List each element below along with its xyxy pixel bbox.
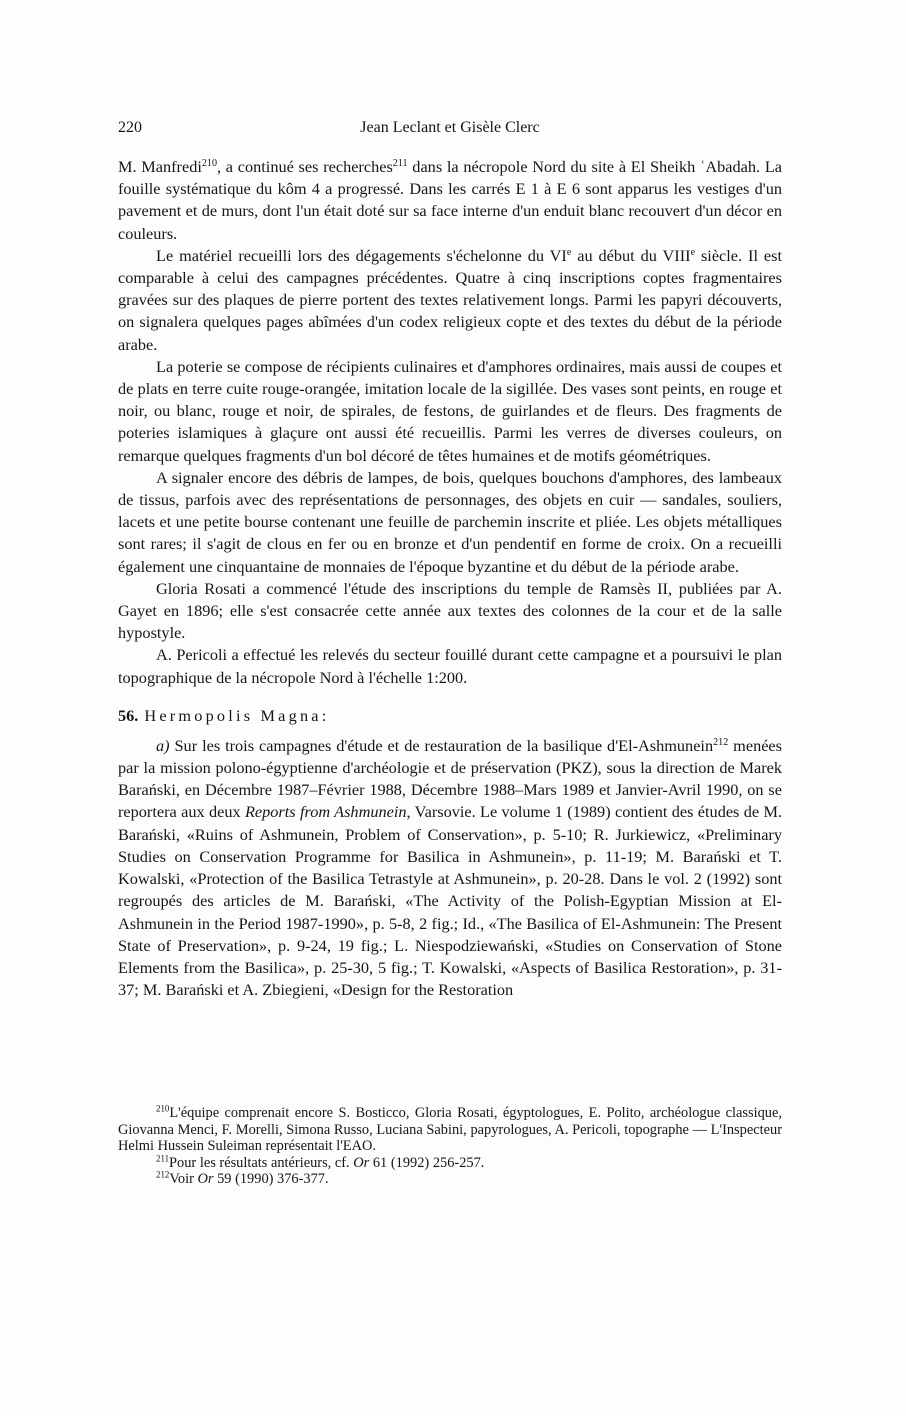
italic-text: Reports from Ashmunein bbox=[244, 802, 407, 822]
note-reference: 210 bbox=[156, 1103, 170, 1114]
note-reference: 211 bbox=[392, 157, 408, 169]
page-number: 220 bbox=[118, 119, 142, 136]
italic-text: Or bbox=[353, 1154, 370, 1171]
note-reference: 210 bbox=[201, 157, 217, 169]
section-heading bbox=[118, 705, 782, 727]
italic-text: Or bbox=[197, 1171, 214, 1187]
italic-text: a) bbox=[156, 735, 170, 755]
footnote-210: $^{210}$L'équipe comprenait encore S. Bosticco, Gloria Rosati, égyptologues, E. Polito, archéologue classique, Giovanna Menci, F. Morelli, Simona Russo, Luciana Sabini, papyrologues, A. Pericoli, topographe — L'Inspecteur Helmi Hussein Suleiman représentait l'EAO. bbox=[118, 1103, 782, 1154]
running-title: Jean Leclant et Gisèle Clerc bbox=[360, 119, 540, 136]
paragraph-5: Gloria Rosati a commencé l'étude des inscriptions du temple de Ramsès II, publiées par A. Gayet en 1896; elle s'est consacrée cette année aux textes des colonnes de la cour et de la salle hypostyle. bbox=[118, 578, 782, 643]
section-number: 56. bbox=[118, 705, 139, 725]
note-reference: e bbox=[690, 246, 696, 258]
footnote-211: $^{211}$Pour les résultats antérieurs, cf. Or 61 (1992) 256-257. bbox=[156, 1153, 485, 1171]
subsection-paragraph: a) Sur les trois campagnes d'étude et de restauration de la basilique d'El-Ashmunein$^{212}$ menées par la mission polono-égyptienne d'archéologie et de préservation (PKZ), sous la direction de Marek Barański, en Décembre 1987–Février 1988, Décembre 1988–Mars 1989 et Janvier-Avril 1990, on se reportera aux deux Reports from Ashmunein, Varsovie. Le volume 1 (1989) contient des études de M. Barański, «Ruins of Ashmunein, Problem of Conservation», p. 5-10; R. Jurkiewicz, «Preliminary Studies on Conservation Programme for Basilica in Ashmunein», p. 11-19; M. Barański et T. Kowalski, «Protection of the Basilica Tetrastyle at Ashmunein», p. 20-28. Dans le vol. 2 (1992) sont regroupés des articles de M. Barański, «The Activity of the Polish-Egyptian Mission at El-Ashmunein in the Period 1987-1990», p. 5-8, 2 fig.; Id., «The Basilica of El-Ashmunein: The Present State of Preservation», p. 9-24, 19 fig.; L. Niespodziewański, «Studies on Conservation of Stone Elements from the Basilica», p. 25-30, 5 fig.; T. Kowalski, «Aspects of Basilica Restoration», p. 31-37; M. Barański et A. Zbiegieni, «Design for the Restoration bbox=[118, 735, 783, 1000]
footnote-212: $^{212}$Voir Or 59 (1990) 376-377. bbox=[156, 1169, 329, 1187]
body-text bbox=[118, 156, 782, 1001]
note-reference: 211 bbox=[156, 1153, 170, 1164]
paragraph-4: A signaler encore des débris de lampes, de bois, quelques bouchons d'amphores, des lambeaux de tissus, parfois avec des représentations de personnages, des objets en cuir — sandales, souliers, lacets et une petite bourse contenant une feuille de parchemin inscrite et pliée. Les objets métalliques sont rares; il s'agit de clous en fer ou en bronze et d'un pendentif en forme de croix. On a recueilli également une cinquantaine de monnaies de l'époque byzantine et du début de la période arabe. bbox=[118, 467, 782, 576]
note-reference: e bbox=[566, 246, 572, 258]
page-header bbox=[118, 117, 782, 139]
section-title: Hermopolis Magna: bbox=[144, 705, 330, 725]
paragraph-6: A. Pericoli a effectué les relevés du secteur fouillé durant cette campagne et a poursuivi le plan topographique de la nécropole Nord à l'échelle 1:200. bbox=[118, 645, 782, 687]
note-reference: 212 bbox=[156, 1169, 170, 1180]
paragraph-2: Le matériel recueilli lors des dégagements s'échelonne du VIe au début du VIIIe siècle. Il est comparable à celui des campagnes précédentes. Quatre à cinq inscriptions coptes fragmentaires gravées sur des plaques de pierre portent des textes relativement longs. Parmi les papyri découverts, on signalera quelques pages abîmées d'un codex religieux copte et des textes du début de la période arabe. bbox=[118, 245, 782, 354]
paragraph-1: M. Manfredi$^{210}$, a continué ses recherches$^{211}$ dans la nécropole Nord du site à El Sheikh ʿAbadah. La fouille systématique du kôm 4 a progressé. Dans les carrés E 1 à E 6 sont apparus les vestiges d'un pavement et de murs, dont l'un était doté sur sa face interne d'un enduit blanc recouvert d'un décor en couleurs. bbox=[118, 157, 782, 243]
footnotes bbox=[118, 1105, 782, 1188]
note-reference: 212 bbox=[713, 736, 729, 748]
paragraph-3: La poterie se compose de récipients culinaires et d'amphores ordinaires, mais aussi de coupes et de plats en terre cuite rouge-orangée, imitation locale de la sigillée. Des vases sont peints, en rouge et noir, ou blanc, rouge et noir, de spirales, de festons, de guirlandes et de fleurs. Des fragments de poteries islamiques à glaçure ont aussi été recueillis. Parmi les verres de diverses couleurs, on remarque quelques fragments d'un bol décoré de têtes humaines et de motifs géométriques. bbox=[118, 356, 782, 465]
